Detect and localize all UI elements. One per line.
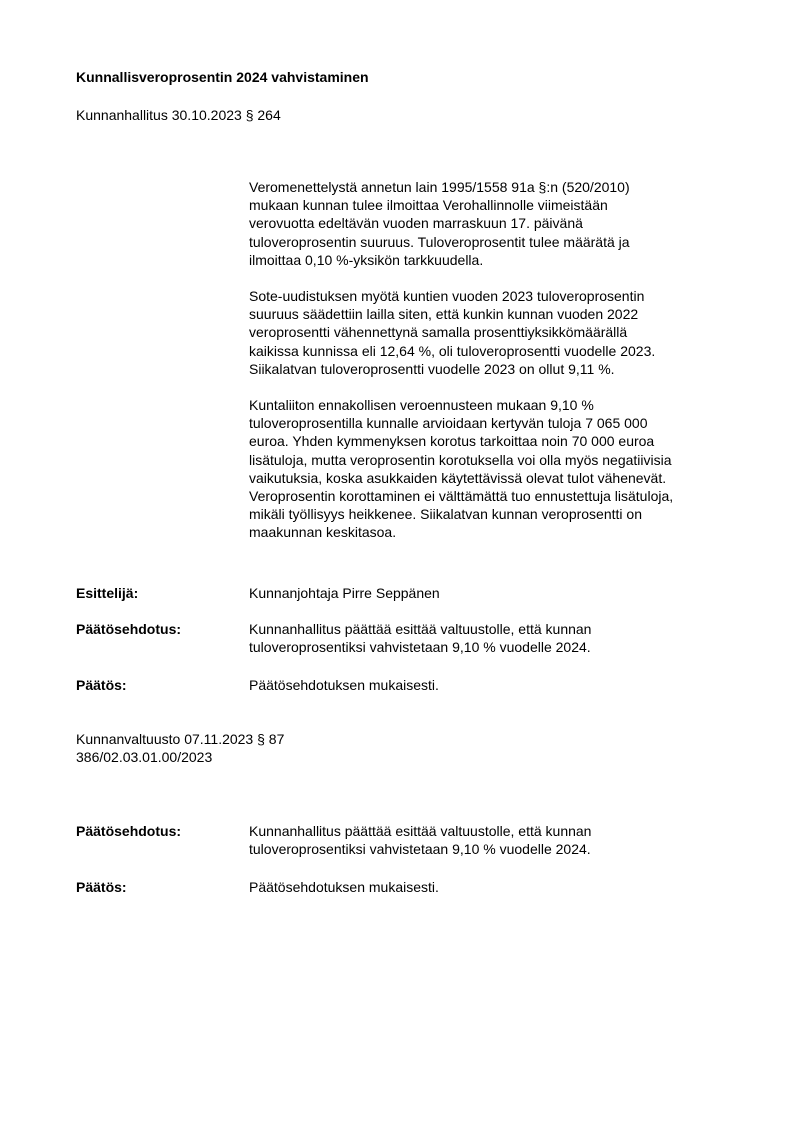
kunnanhallitus-reference: Kunnanhallitus 30.10.2023 § 264 (76, 107, 281, 123)
background-text (249, 178, 749, 542)
valtuusto-paatos-label: Päätös: (76, 879, 127, 895)
valtuusto-paatos-value: Päätösehdotuksen mukaisesti. (249, 879, 439, 895)
paatos-value: Päätösehdotuksen mukaisesti. (249, 677, 439, 693)
paatos-label: Päätös: (76, 677, 127, 693)
diary-number: 386/02.03.01.00/2023 (76, 749, 213, 765)
esittelija-value: Kunnanjohtaja Pirre Seppänen (249, 585, 440, 601)
esittelija-label: Esittelijä: (76, 585, 139, 601)
document-title: Kunnallisveroprosentin 2024 vahvistaminen (76, 69, 369, 85)
paatosehdotus-value: Kunnanhallitus päättää esittää valtuustolle, että kunnan tuloveroprosentiksi vahvistetaan 9,10 % vuodelle 2024. (249, 621, 592, 656)
paragraph-tax-forecast: Kuntaliiton ennakollisen veroennusteen mukaan 9,10 % tuloveroprosentilla kunnalle arvioidaan kertyvän tuloja 7 065 000 euroa. Yhden kymmenyksen korotus tarkoittaa noin 70 000 euroa lisätuloja, mutta veroprosentin korotuksella voi olla myös negatiivisia vaikutuksia, koska asukkaiden käytettävissä olevat tulot vähenevät. Veroprosentin korottaminen ei välttämättä tuo ennustettuja lisätuloja, mikäli työllisyys heikkenee. Siikalatvan kunnan veroprosentti on maakunnan keskitasoa. (249, 397, 674, 541)
valtuusto-paatosehdotus-label: Päätösehdotus: (76, 823, 182, 839)
paatosehdotus-label: Päätösehdotus: (76, 621, 182, 637)
paragraph-sote-reform: Sote-uudistuksen myötä kuntien vuoden 2023 tuloveroprosentin suuruus säädettiin lailla siten, että kunkin kunnan vuoden 2022 veroprosentti vähennettynä samalla prosenttiyksikkömäärällä kaikissa kunnissa eli 12,64 %, oli tuloveroprosentti vuodelle 2023. Siikalatvan tuloveroprosentti vuodelle 2023 on ollut 9,11 %. (249, 288, 656, 377)
valtuusto-paatosehdotus-value: Kunnanhallitus päättää esittää valtuustolle, että kunnan tuloveroprosentiksi vahvistetaan 9,10 % vuodelle 2024. (249, 823, 592, 858)
paragraph-tax-procedure: Veromenettelystä annetun lain 1995/1558 91a §:n (520/2010) mukaan kunnan tulee ilmoittaa Verohallinnolle viimeistään verovuotta edeltävän vuoden marraskuun 17. päivänä tuloveroprosentin suuruus. Tuloveroprosentit tulee määrätä ja ilmoittaa 0,10 %-yksikön tarkkuudella. (249, 179, 630, 268)
kunnanvaltuusto-reference: Kunnanvaltuusto 07.11.2023 § 87 (76, 731, 285, 747)
